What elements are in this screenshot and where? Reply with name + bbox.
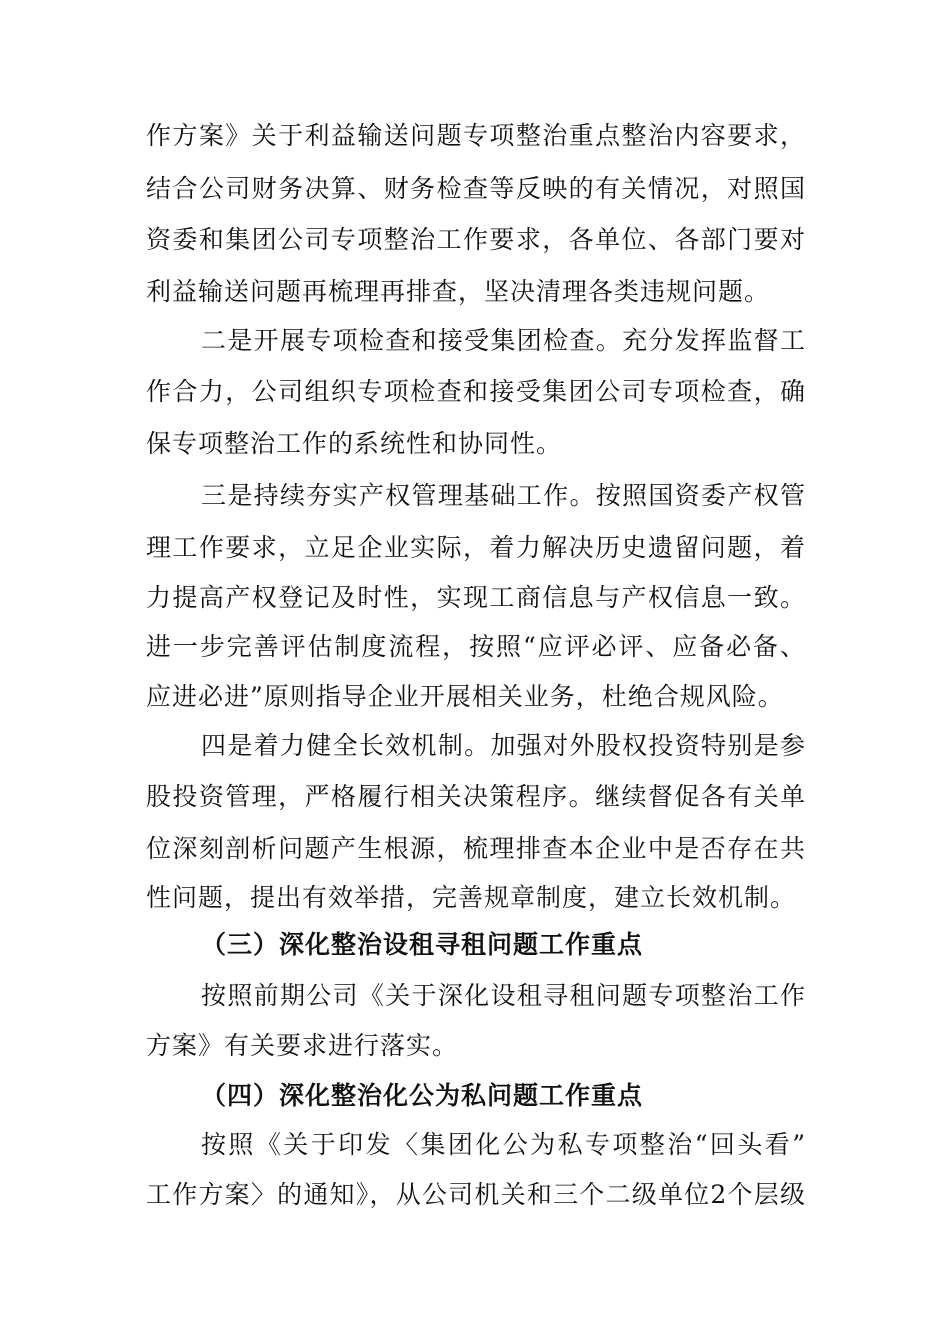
text-line: 保专项整治工作的系统性和协同性。 [146,429,563,458]
text-line: 力提高产权登记及时性，实现工商信息与产权信息一致。 [146,583,806,612]
text-line: 工作方案〉的通知》，从公司机关和三个二级单位2个层级 [146,1180,806,1209]
text-line: 进一步完善评估制度流程，按照“应评必评、应备必备、 [146,632,806,661]
text-line: 理工作要求，立足企业实际，着力解决历史遗留问题，着 [146,533,806,562]
text-line: 利益输送问题再梳理再排查，坚决清理各类违规问题。 [146,277,771,306]
paragraph-start-line: 按照《关于印发〈集团化公为私专项整治“回头看” [201,1130,806,1159]
section-heading: （四）深化整治化公为私问题工作重点 [201,1081,644,1110]
text-line: 资委和集团公司专项整治工作要求，各单位、各部门要对 [146,225,806,254]
text-line: 作合力，公司组织专项检查和接受集团公司专项检查，确 [146,377,806,406]
text-line: 性问题，提出有效举措，完善规章制度，建立长效机制。 [146,883,797,912]
paragraph-start-line: 二是开展专项检查和接受集团检查。充分发挥监督工 [201,326,806,355]
text-line: 应进必进”原则指导企业开展相关业务，杜绝合规风险。 [146,682,784,711]
text-line: 位深刻剖析问题产生根源，梳理排查本企业中是否存在共 [146,834,806,863]
text-line: 结合公司财务决算、财务检查等反映的有关情况，对照国 [146,174,806,203]
paragraph-start-line: 四是着力健全长效机制。加强对外股权投资特别是参 [201,731,806,760]
text-line: 股投资管理，严格履行相关决策程序。继续督促各有关单 [146,782,806,811]
text-line: 作方案》关于利益输送问题专项整治重点整治内容要求， [146,121,806,150]
section-heading: （三）深化整治设租寻租问题工作重点 [201,930,644,959]
paragraph-start-line: 按照前期公司《关于深化设租寻租问题专项整治工作 [201,981,806,1010]
text-line: 方案》有关要求进行落实。 [146,1031,459,1060]
paragraph-start-line: 三是持续夯实产权管理基础工作。按照国资委产权管 [201,481,806,510]
